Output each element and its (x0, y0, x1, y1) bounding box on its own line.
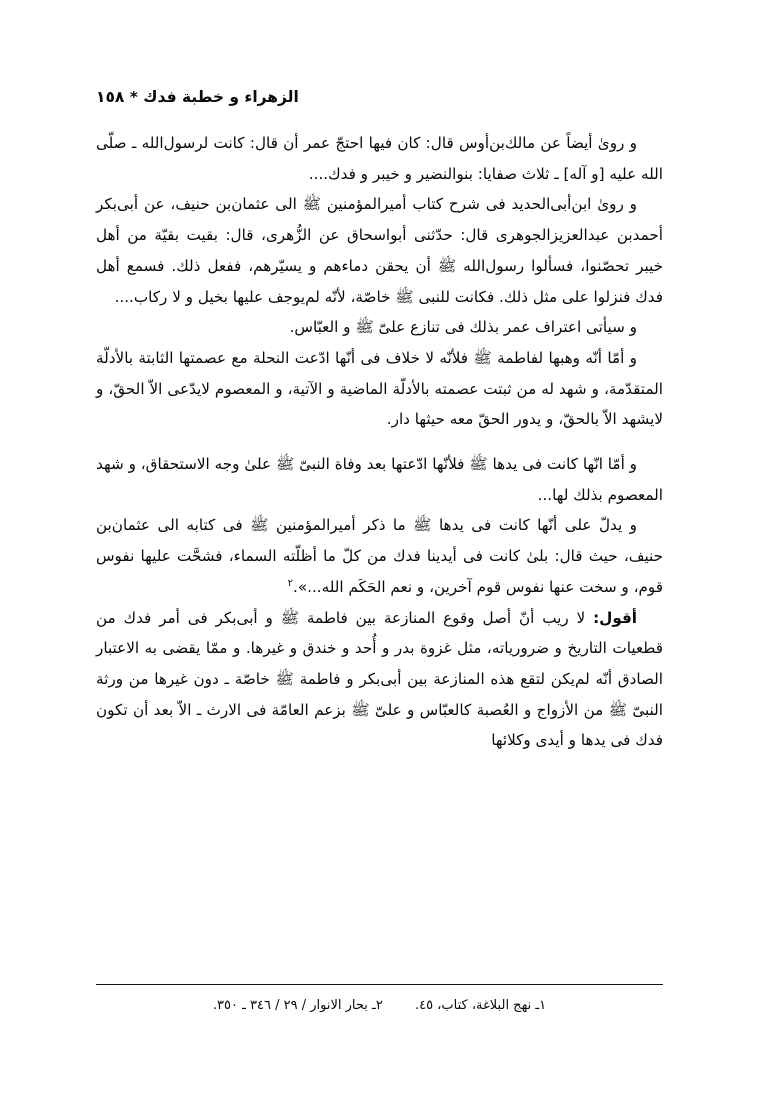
paragraph-6-text: و يدلّ على أنّها كانت فى يدها ﷺ ما ذكر أميرالمؤمنين ﷺ فى كتابه الى عثمان‌بن حنيف، حيث قال: بلىٰ كانت فى أيدينا فدك من كلّ ما أظلّته السماء، فشحَّت عليها نفوس قوم، و سخت عنها نفوس قوم آخرين، و نعم الحَكَم الله...». (96, 516, 663, 596)
paragraph-5: و أمّا انّها كانت فى يدها ﷺ فلأنّها ادّعتها بعد وفاة النبىّ ﷺ علىٰ وجه الاستحقاق، و شهد المعصوم بذلك لها... (96, 455, 663, 504)
paragraph-3: و سيأتى اعتراف عمر بذلك فى تنازع علىّ ﷺ و العبّاس. (289, 318, 637, 337)
paragraph-7-text: لا ريب أنّ أصل وقوع المنازعة بين فاطمة ﷺ و أبى‌بكر فى أمر فدك من قطعيات التاريخ و ضرورياته، مثل غزوة بدر و أُحد و خندق و غيرها. و ممّا يقضى به الاعتبار الصادق أنّه لم‌يكن لتقع هذه المنازعة بين أبى‌بكر و فاطمة ﷺ خاصّة ـ دون غيرها من ورثة النبىّ ﷺ من الأزواج و العُصبة كالعبّاس و علىّ ﷺ بزعم العامّة فى الارث ـ الاّ بعد أن تكون فدك فى يدها و أيدى وكلائها (96, 608, 663, 750)
paragraph-6 (96, 510, 663, 602)
paragraph-1: و روىٰ أيضاً عن مالك‌بن‌أوس قال: كان فيها احتجّ عمر أن قال: كانت لرسول‌الله ـ صلّى الله عليه [و آله] ـ ثلاث صفايا: بنوالنضير و خيبر و فدك.... (96, 134, 663, 183)
footnote-reference: ٢ (287, 577, 294, 589)
paragraph-7 (96, 603, 663, 757)
footnote-text: ـ نهج البلاغة، كتاب، ٤٥. (414, 998, 540, 1013)
footnote-divider (96, 984, 663, 985)
paragraph-4: و أمّا أنّه وهبها لفاطمة ﷺ فلأنّه لا خلاف فى أنّها ادّعت النحلة مع عصمتها الثابتة بالأدلّة المتقدّمة، و شهد له من ثبتت عصمته بالأدلّة الماضية و الآتية، و المعصوم لايدّعى الاّ الحقّ، و لايشهد الاّ بالحقّ، و يدور الحقّ معه حيثها دار. (96, 348, 663, 429)
footnote-text: ـ بحار الانوار / ٢٩ / ٣٤٦ ـ ٣٥٠. (212, 998, 376, 1013)
footnote-item (213, 995, 383, 1017)
footnote-marker: ٢ (375, 998, 383, 1013)
page-body (96, 128, 663, 756)
footnotes-area (96, 995, 663, 1017)
footnote-marker: ١ (539, 998, 547, 1013)
page-header (96, 88, 663, 106)
paragraph-2: و روىٰ ابن‌أبى‌الحديد فى شرح كتاب أميرالمؤمنين ﷺ الى عثمان‌بن حنيف، عن أبى‌بكر أحمدبن عبدالعزيزالجوهرى قال: حدّثنى أبواسحاق عن الزُّهرى، قال: بقيت بقيّة من أهل خيبر تحصّنوا، فسألوا رسول‌الله ﷺ أن يحقن دماءهم و يسيّرهم، ففعل ذلك. فسمع أهل فدك فنزلوا على مثل ذلك. فكانت للنبى ﷺ خاصّة، لأنّه لم‌يوجف عليها بخيل و لا ركاب.... (96, 195, 663, 306)
footnote-item (415, 995, 546, 1017)
running-title: الزهراء و خطبة فدك * ١٥٨ (96, 88, 299, 106)
paragraph-7-lead: أقول: (593, 608, 637, 627)
